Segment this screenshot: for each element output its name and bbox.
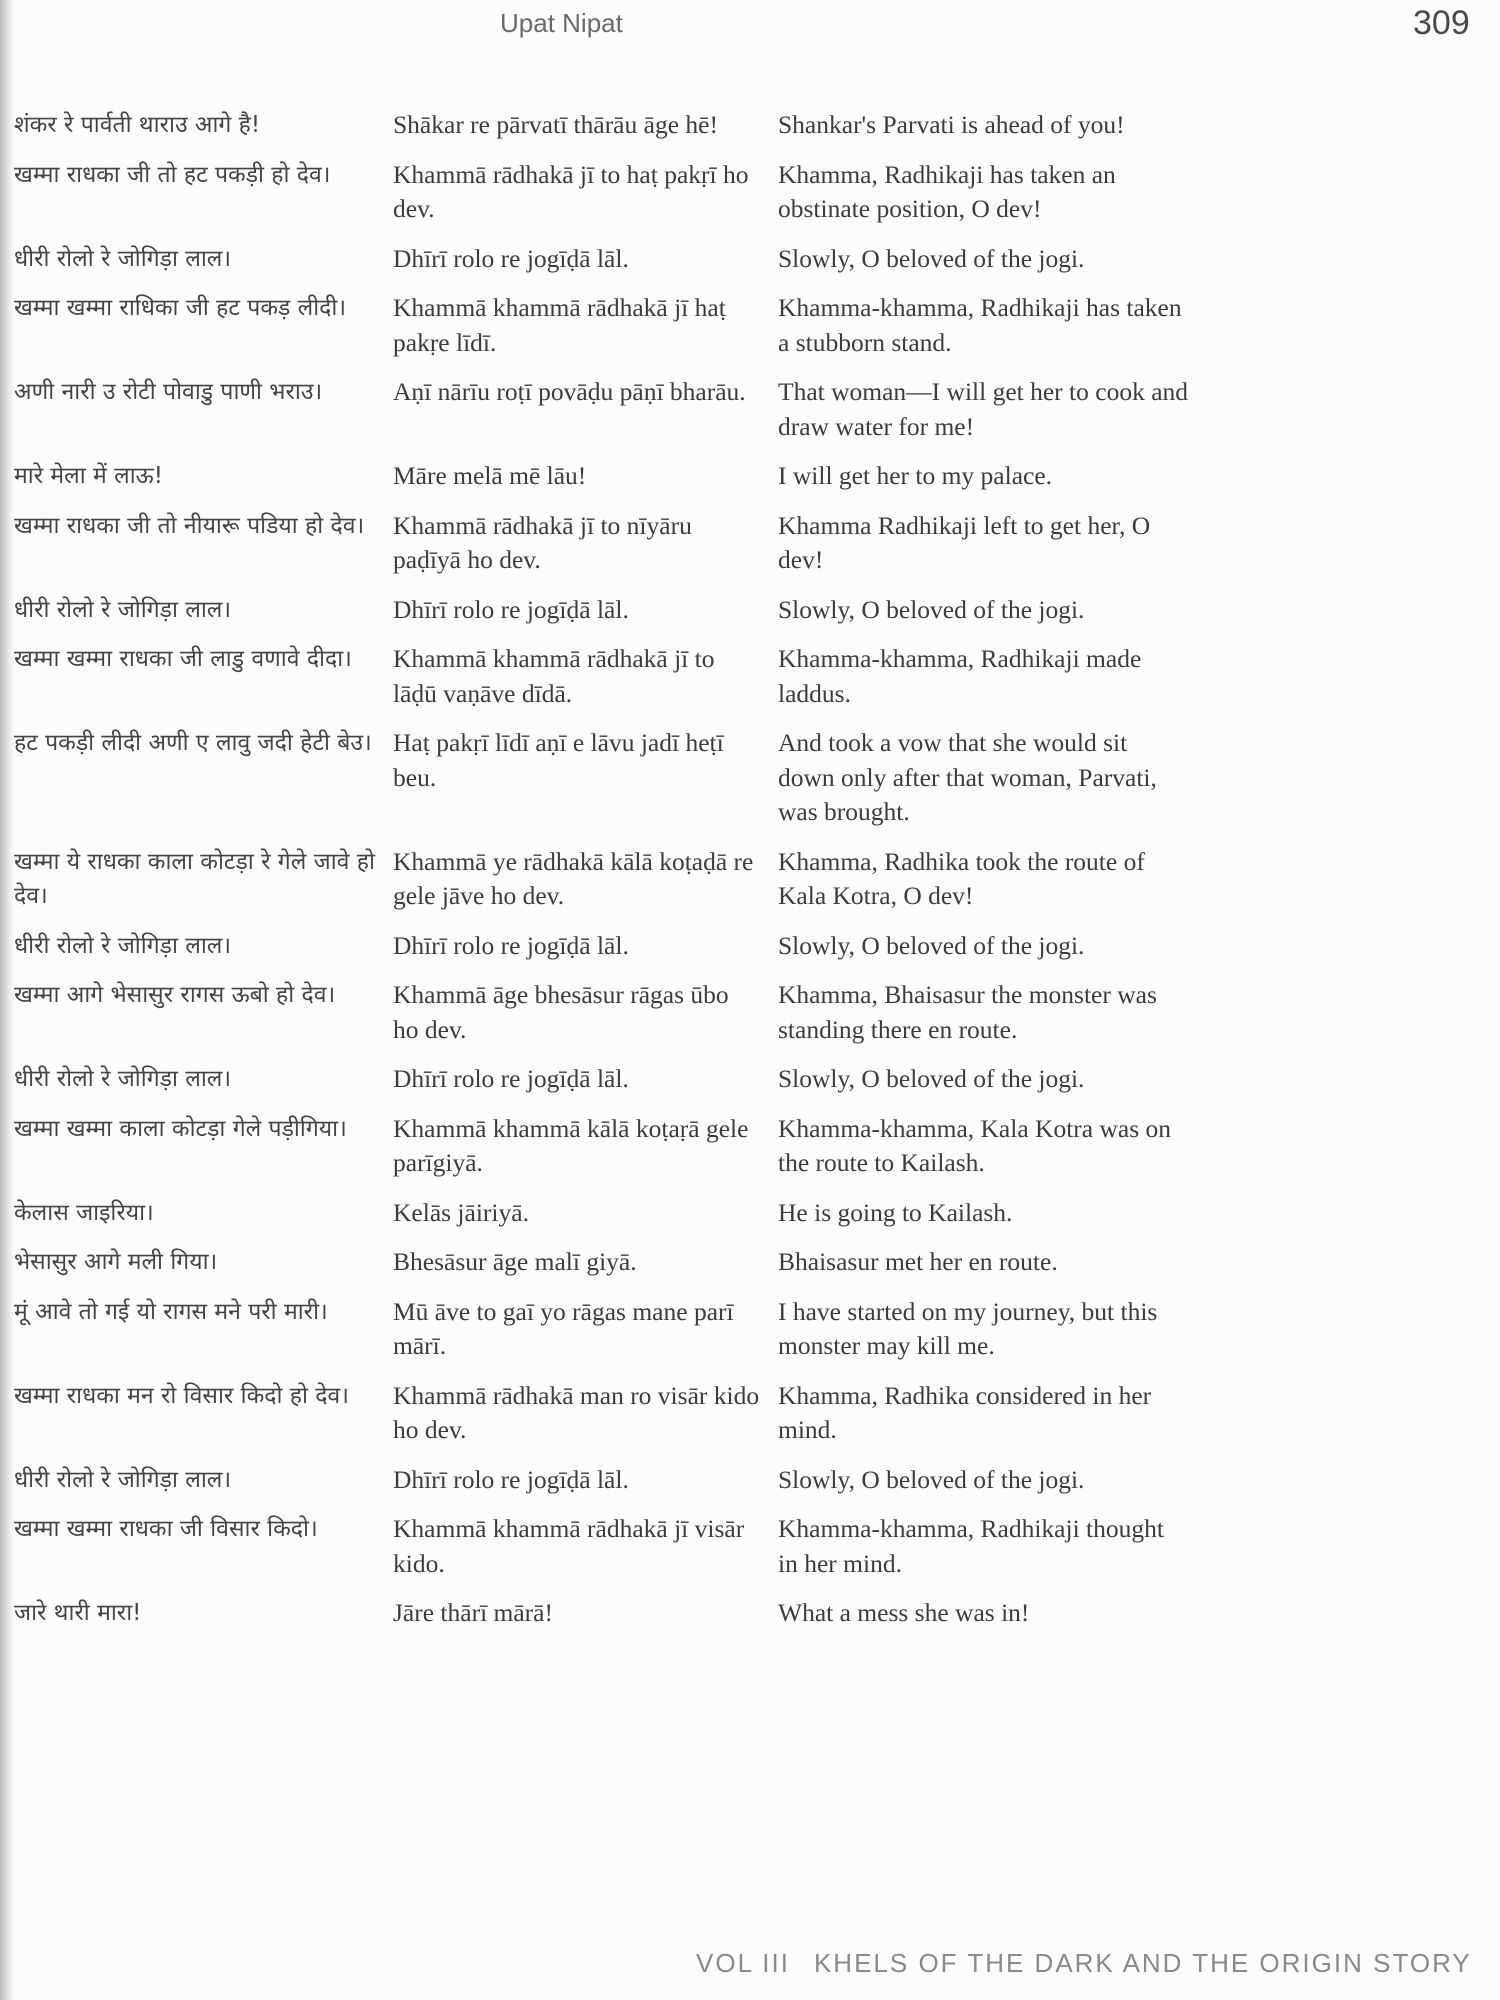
verse-table	[0, 108, 1500, 1646]
verse-row	[0, 1196, 1500, 1231]
english-translation: Khamma-khamma, Kala Kotra was on the route to Kailash.	[778, 1113, 1171, 1177]
hindi-verse: खम्मा खम्मा राधका जी विसार किदो।	[14, 1516, 318, 1542]
hindi-verse: धीरी रोलो रे जोगिड़ा लाल।	[14, 1466, 232, 1493]
transliteration: Dhīrī rolo re jogīḍā lāl.	[393, 243, 629, 273]
hindi-verse: धीरी रोलो रे जोगिड़ा लाल।	[14, 1066, 232, 1092]
verse-row	[0, 1512, 1500, 1581]
hindi-verse: खम्मा आगे भेसासुर रागस ऊबो हो देव।	[14, 982, 336, 1008]
transliteration: Bhesāsur āge malī giyā.	[393, 1247, 637, 1276]
transliteration: Māre melā mē lāu!	[393, 461, 587, 490]
verse-row	[0, 1062, 1500, 1097]
page-number: 309	[1413, 4, 1470, 42]
english-translation: Khamma-khamma, Radhikaji has taken a stubborn stand.	[778, 293, 1182, 357]
hindi-verse: केलास जाइरिया।	[14, 1199, 154, 1226]
transliteration: Dhīrī rolo re jogīḍā lāl.	[393, 1464, 629, 1494]
hindi-verse: खम्मा राधका जी तो हट पकड़ी हो देव।	[14, 161, 331, 188]
verse-row	[0, 108, 1500, 143]
running-head: Upat Nipat	[500, 8, 623, 38]
verse-row	[0, 158, 1500, 227]
english-translation: Bhaisasur met her en route.	[778, 1247, 1058, 1276]
english-translation: Khamma, Radhika considered in her mind.	[778, 1380, 1152, 1444]
transliteration: Khammā rādhakā man ro visār kido ho dev.	[393, 1380, 760, 1444]
verse-row	[0, 1379, 1500, 1448]
english-translation: That woman—I will get her to cook and draw water for me!	[778, 377, 1189, 441]
english-translation: Khamma, Radhikaji has taken an obstinate position, O dev!	[778, 159, 1116, 223]
hindi-verse: भेसासुर आगे मली गिया।	[14, 1249, 218, 1275]
transliteration: Aṇī nārīu roṭī povāḍu pāṇī bharāu.	[393, 377, 746, 406]
english-translation: Khamma-khamma, Radhikaji thought in her mind.	[778, 1514, 1164, 1578]
transliteration: Kelās jāiriyā.	[393, 1197, 529, 1227]
english-translation: Khamma Radhikaji left to get her, O dev!	[778, 510, 1151, 574]
verse-row	[0, 978, 1500, 1047]
verse-row	[0, 929, 1500, 964]
transliteration: Khammā khammā kālā koṭaṛā gele parīgiyā.	[393, 1113, 749, 1177]
transliteration: Khammā khammā rādhakā jī to lāḍū vaṇāve dīdā.	[393, 644, 715, 708]
transliteration: Dhīrī rolo re jogīḍā lāl.	[393, 930, 629, 960]
transliteration: Dhīrī rolo re jogīḍā lāl.	[393, 1064, 629, 1093]
verse-row	[0, 242, 1500, 277]
english-translation: Khamma-khamma, Radhikaji made laddus.	[778, 644, 1142, 708]
english-translation: Khamma, Radhika took the route of Kala Kotra, O dev!	[778, 846, 1145, 910]
transliteration: Khammā khammā rādhakā jī haṭ pakṛe līdī.	[393, 293, 726, 357]
hindi-verse: खम्मा राधका मन रो विसार किदो हो देव।	[14, 1382, 349, 1409]
transliteration: Khammā rādhakā jī to nīyāru paḍīyā ho dev.	[393, 510, 692, 574]
transliteration: Jāre thārī mārā!	[393, 1598, 553, 1627]
verse-row	[0, 845, 1500, 914]
transliteration: Haṭ pakṛī līdī aṇī e lāvu jadī heṭī beu.	[393, 728, 724, 792]
english-translation: What a mess she was in!	[778, 1598, 1030, 1627]
hindi-verse: खम्मा राधका जी तो नीयारू पडिया हो देव।	[14, 512, 365, 539]
verse-row	[0, 1245, 1500, 1280]
verse-row	[0, 1463, 1500, 1498]
transliteration: Dhīrī rolo re jogīḍā lāl.	[393, 594, 629, 624]
verse-row	[0, 1295, 1500, 1364]
verse-row	[0, 593, 1500, 628]
hindi-verse: हट पकड़ी लीदी अणी ए लावु जदी हेटी बेउ।	[14, 730, 372, 756]
hindi-verse: मूं आवे तो गई यो रागस मने परी मारी।	[14, 1298, 328, 1325]
english-translation: I will get her to my palace.	[778, 461, 1053, 490]
verse-row	[0, 375, 1500, 444]
transliteration: Khammā ye rādhakā kālā koṭaḍā re gele jāve ho dev.	[393, 846, 754, 910]
english-translation: Slowly, O beloved of the jogi.	[778, 930, 1085, 960]
verse-row	[0, 726, 1500, 830]
hindi-verse: खम्मा खम्मा राधका जी लाडु वणावे दीदा।	[14, 646, 352, 672]
footer	[696, 1948, 1472, 1979]
verse-row	[0, 1596, 1500, 1631]
footer-book-title: KHELS OF THE DARK AND THE ORIGIN STORY	[813, 1948, 1472, 1978]
english-translation: Shankar's Parvati is ahead of you!	[778, 110, 1125, 139]
verse-row	[0, 642, 1500, 711]
transliteration: Mū āve to gaī yo rāgas mane parī mārī.	[393, 1296, 734, 1360]
hindi-verse: खम्मा खम्मा राधिका जी हट पकड़ लीदी।	[14, 295, 347, 321]
english-translation: Slowly, O beloved of the jogi.	[778, 243, 1085, 273]
transliteration: Shākar re pārvatī thārāu āge hē!	[393, 110, 718, 139]
verse-row	[0, 291, 1500, 360]
hindi-verse: जारे थारी मारा!	[14, 1600, 142, 1626]
hindi-verse: अणी नारी उ रोटी पोवाडु पाणी भराउ।	[14, 379, 323, 405]
hindi-verse: शंकर रे पार्वती थाराउ आगे है!	[14, 112, 261, 138]
hindi-verse: खम्मा खम्मा काला कोटड़ा गेले पड़ीगिया।	[14, 1115, 347, 1142]
english-translation: He is going to Kailash.	[778, 1197, 1013, 1227]
hindi-verse: धीरी रोलो रे जोगिड़ा लाल।	[14, 932, 232, 959]
hindi-verse: मारे मेला में लाऊ!	[14, 463, 163, 489]
english-translation: I have started on my journey, but this monster may kill me.	[778, 1296, 1158, 1360]
english-translation: Khamma, Bhaisasur the monster was standing there en route.	[778, 980, 1157, 1044]
english-translation: Slowly, O beloved of the jogi.	[778, 594, 1085, 624]
english-translation: Slowly, O beloved of the jogi.	[778, 1464, 1085, 1494]
verse-row	[0, 1112, 1500, 1181]
verse-row	[0, 459, 1500, 494]
verse-row	[0, 509, 1500, 578]
hindi-verse: धीरी रोलो रे जोगिड़ा लाल।	[14, 245, 232, 272]
footer-volume: VOL III	[696, 1948, 790, 1978]
transliteration: Khammā āge bhesāsur rāgas ūbo ho dev.	[393, 980, 729, 1044]
hindi-verse: खम्मा ये राधका काला कोटड़ा रे गेले जावे हो देव।	[14, 848, 375, 909]
hindi-verse: धीरी रोलो रे जोगिड़ा लाल।	[14, 596, 232, 623]
transliteration: Khammā khammā rādhakā jī visār kido.	[393, 1514, 745, 1578]
transliteration: Khammā rādhakā jī to haṭ pakṛī ho dev.	[393, 159, 749, 223]
english-translation: Slowly, O beloved of the jogi.	[778, 1064, 1085, 1093]
english-translation: And took a vow that she would sit down only after that woman, Parvati, was brought.	[778, 728, 1157, 826]
